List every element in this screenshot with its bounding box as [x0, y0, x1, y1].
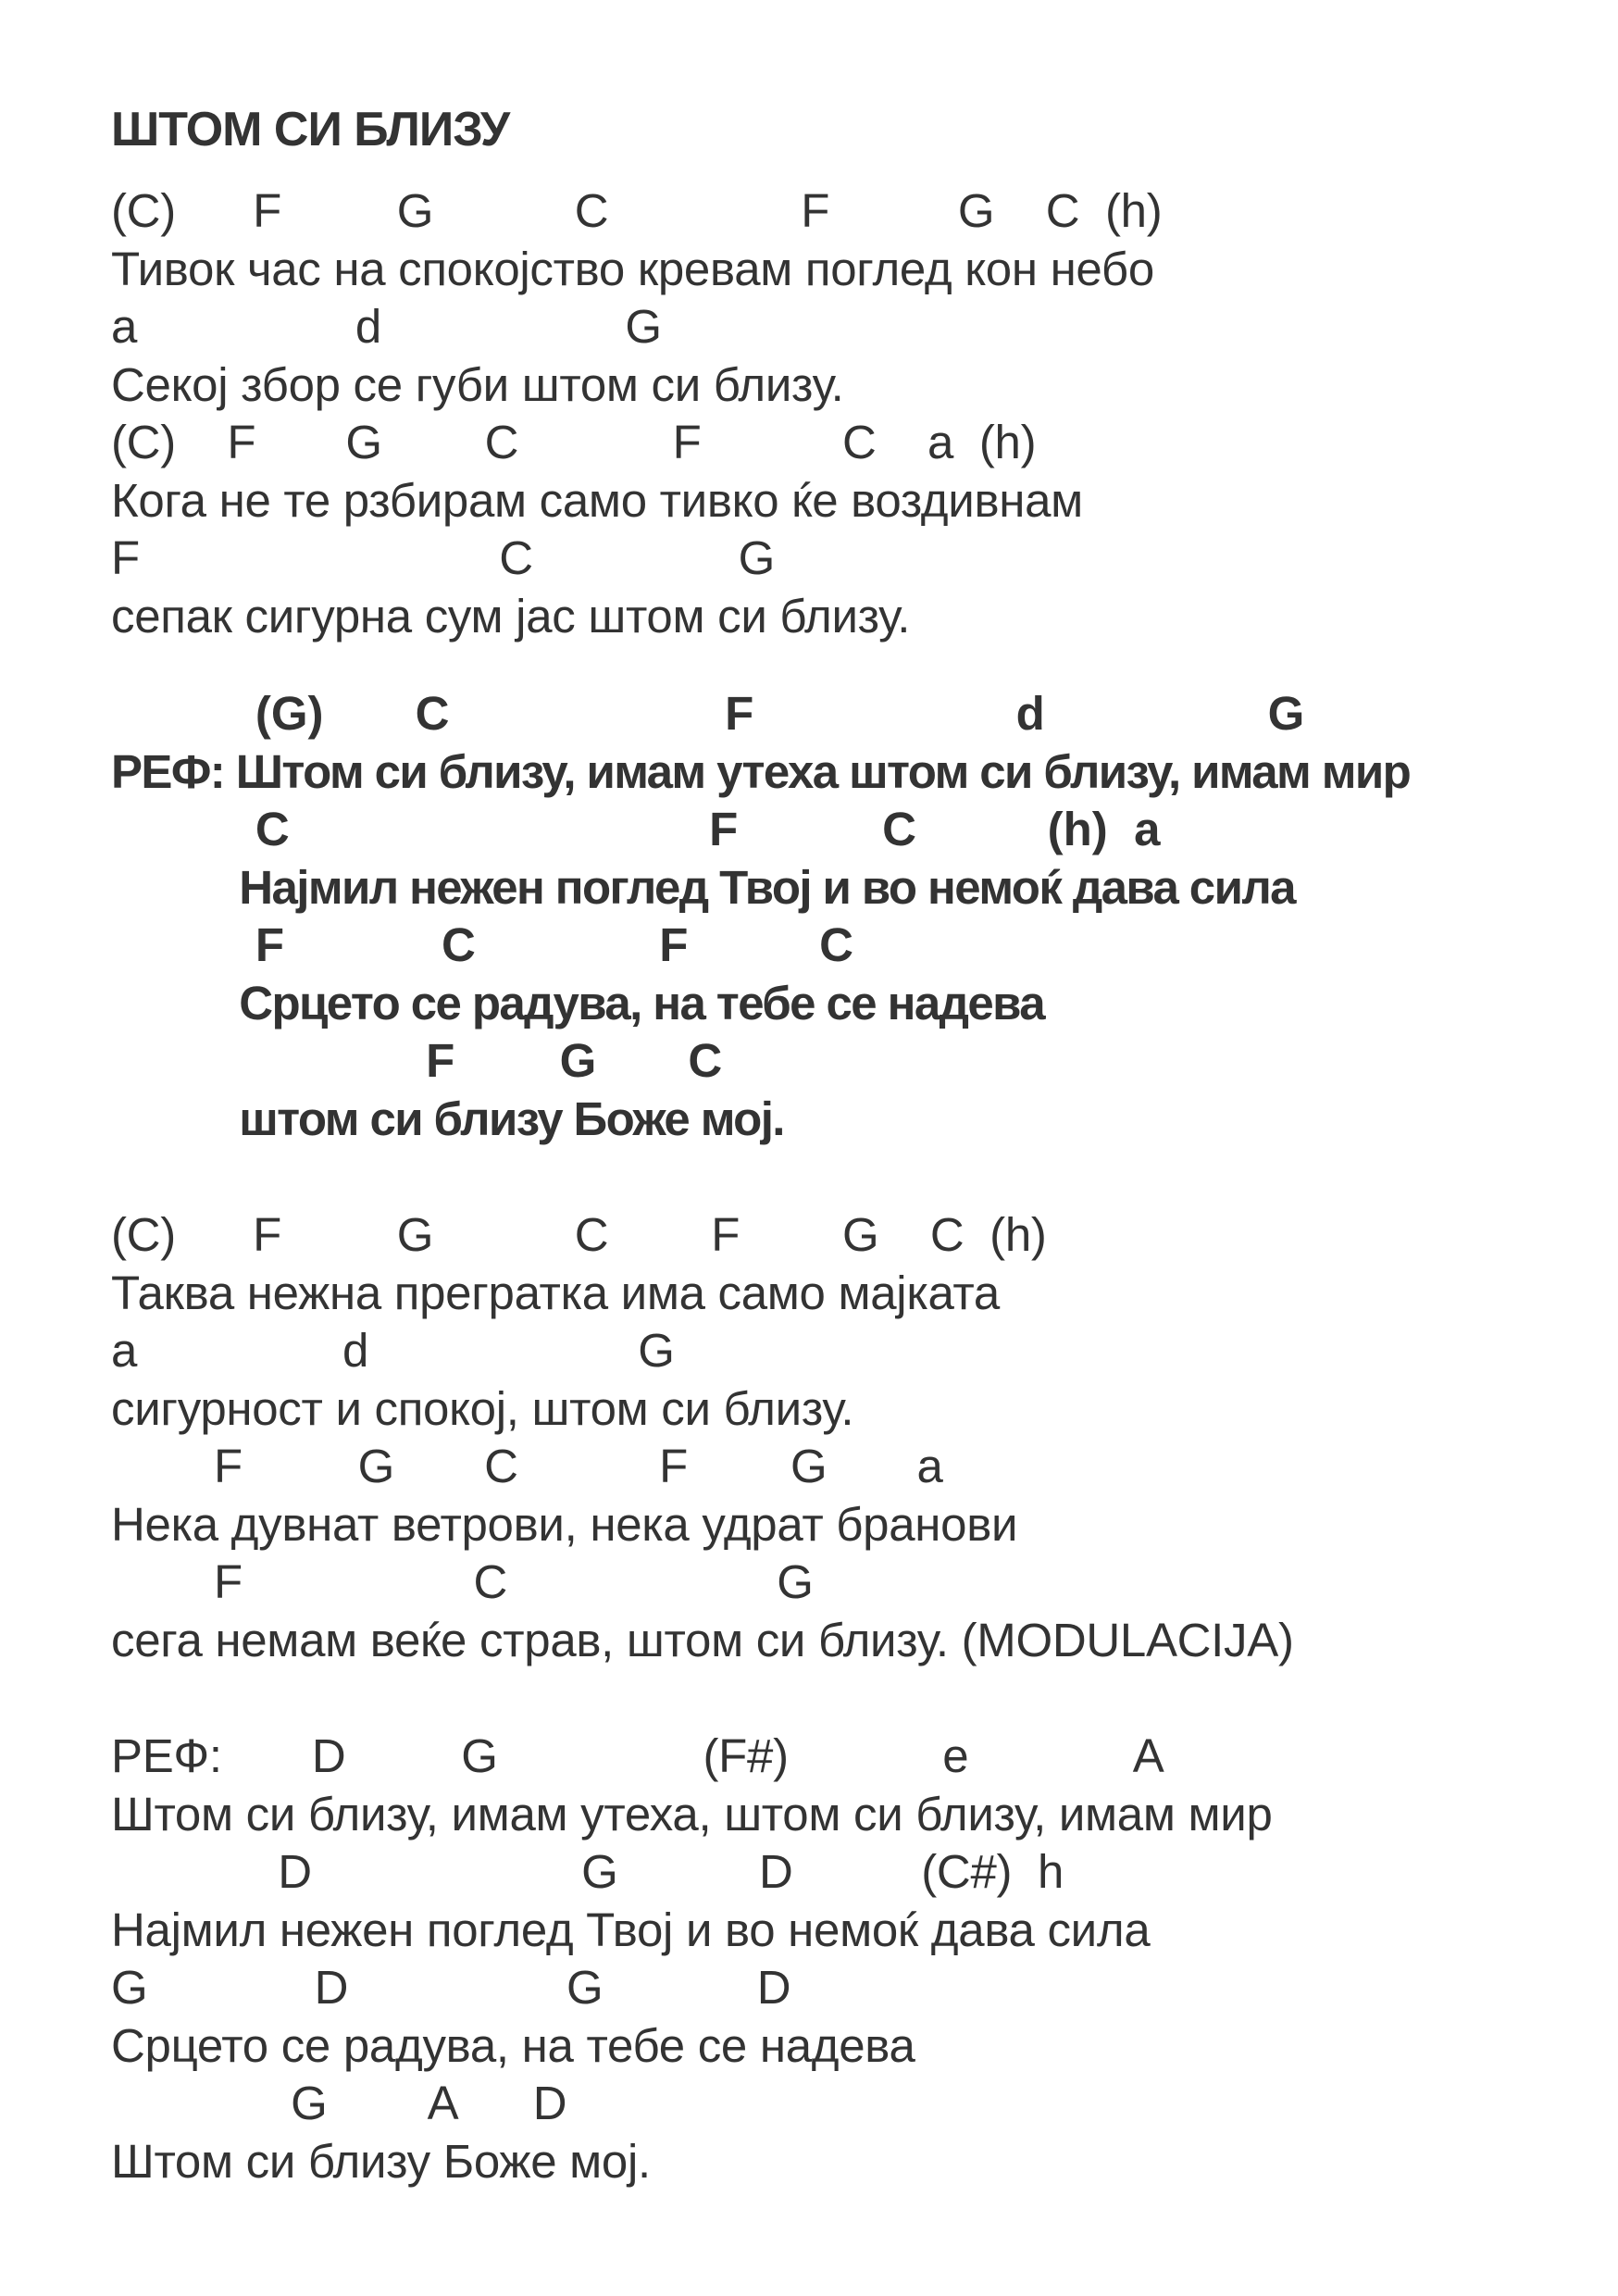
lyric-line: сега немам веќе страв, штом си близу. (MODULACIJA) [111, 1613, 1294, 1666]
lyric-line: штом си близу Боже мој. [111, 1092, 784, 1145]
verse-1 [111, 182, 1592, 645]
chord-line: F C G [111, 531, 776, 584]
lyric-line: Штом си близу Боже мој. [111, 2134, 651, 2188]
verse-2 [111, 1206, 1592, 1669]
lyric-line: Срцето се радува, на тебе се надева [111, 976, 1044, 1029]
chord-line: a d G [111, 300, 662, 353]
chord-line: (C) F G C F G C (h) [111, 1208, 1047, 1261]
chord-line: (C) F G C F C a (h) [111, 416, 1037, 468]
chord-line: D G D (C#) h [111, 1845, 1064, 1898]
chorus-1 [111, 685, 1592, 1148]
lyric-line: Тивок час на спокојство кревам поглед кон небо [111, 242, 1154, 295]
chord-line: (G) C F d G [111, 687, 1305, 740]
chord-line: G D G D [111, 1961, 791, 2014]
lyric-line: Најмил нежен поглед Твој и во немоќ дава сила [111, 1903, 1151, 1956]
lyric-line: сепак сигурна сум јас штом си близу. [111, 589, 911, 643]
lyric-line: Таква нежна прегратка има само мајката [111, 1266, 1000, 1319]
lyric-line: Штом си близу, имам утеха, штом си близу, имам мир [111, 1787, 1273, 1841]
lyric-line: Секој збор се губи штом си близу. [111, 357, 844, 411]
chord-line: C F C (h) a [111, 803, 1161, 855]
lyric-line: Нека дувнат ветрови, нека удрат бранови [111, 1497, 1018, 1551]
chord-line: a d G [111, 1324, 675, 1377]
chorus-2-modulated [111, 1728, 1592, 2190]
chord-line: F C F C [111, 918, 853, 971]
chord-line: (C) F G C F G C (h) [111, 184, 1163, 237]
song-title: ШТОМ СИ БЛИЗУ [111, 103, 510, 156]
lyric-line: Срцето се радува, на тебе се надева [111, 2018, 915, 2072]
chord-line: G A D [111, 2077, 567, 2129]
lyric-line: РЕФ: Штом си близу, имам утеха штом си близу, имам мир [111, 744, 1411, 798]
chord-line: F G C [111, 1034, 723, 1087]
lyric-line: Кога не те рзбирам само тивко ќе воздивнам [111, 473, 1083, 527]
chord-line: F G C F G a [111, 1440, 943, 1492]
lyric-line: Најмил нежен поглед Твој и во немоќ дава сила [111, 860, 1295, 914]
chord-line: F C G [111, 1555, 814, 1608]
lyric-line: сигурност и спокој, штом си близу. [111, 1381, 854, 1435]
chord-line: РЕФ: D G (F#) e A [111, 1729, 1164, 1782]
